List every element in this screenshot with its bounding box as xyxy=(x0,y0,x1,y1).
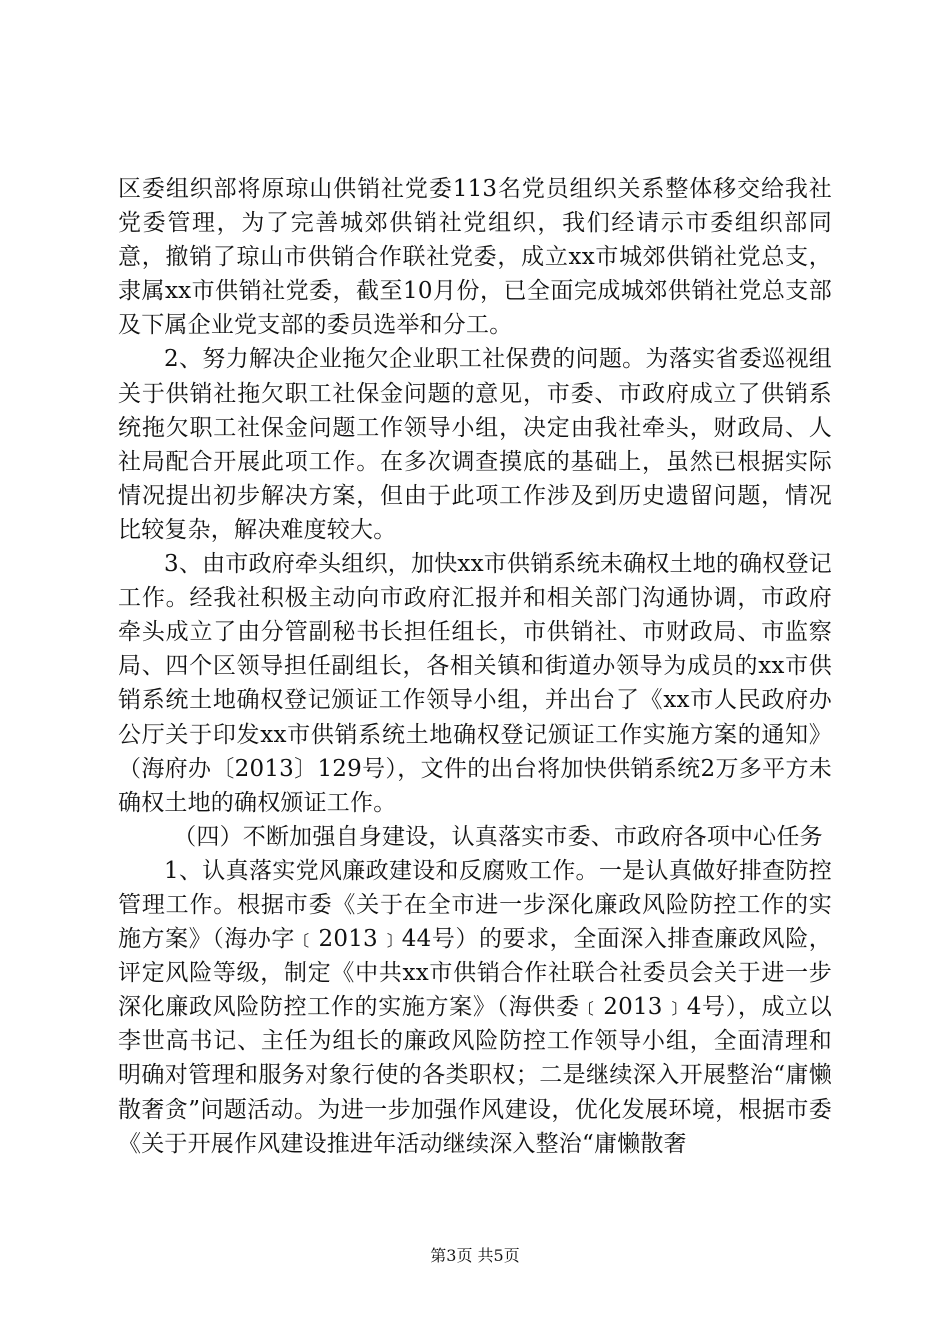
paragraph-anti-corruption: 1、认真落实党风廉政建设和反腐败工作。一是认真做好排查防控管理工作。根据市委《关于在全市进一步深化廉政风险防控工作的实施方案》（海办字﹝2013﹞44号）的要求，全面深入排查廉政风险，评定风险等级，制定《中共xx市供销合作社联合社委员会关于进一步深化廉政风险防控工作的实施方案》（海供委﹝2013﹞4号），成立以李世高书记、主任为组长的廉政风险防控工作领导小组，全面清理和明确对管理和服务对象行使的各类职权；二是继续深入开展整治“庸懒散奢贪”问题活动。为进一步加强作风建设，优化发展环境，根据市委《关于开展作风建设推进年活动继续深入整治“庸懒散奢 xyxy=(118,857,832,1157)
page-number-footer: 第3页 共5页 xyxy=(430,1246,520,1265)
paragraph-party-organization: 区委组织部将原琼山供销社党委113名党员组织关系整体移交给我社党委管理，为了完善城郊供销社党组织，我们经请示市委组织部同意，撤销了琼山市供销合作联社党委，成立xx市城郊供销社党总支，隶属xx市供销社党委，截至10月份，已全面完成城郊供销社党总支部及下属企业党支部的委员选举和分工。 xyxy=(118,176,832,339)
section-heading-self-building: （四）不断加强自身建设，认真落实市委、市政府各项中心任务 xyxy=(173,823,823,850)
document-body xyxy=(118,172,832,1161)
paragraph-land-registration: 3、由市政府牵头组织，加快xx市供销系统未确权土地的确权登记工作。经我社积极主动向市政府汇报并和相关部门沟通协调，市政府牵头成立了由分管副秘书长担任组长，市供销社、市财政局、市监察局、四个区领导担任副组长，各相关镇和街道办领导为成员的xx市供销系统土地确权登记颁证工作领导小组，并出台了《xx市人民政府办公厅关于印发xx市供销系统土地确权登记颁证工作实施方案的通知》（海府办〔2013〕129号），文件的出台将加快供销系统2万多平方未确权土地的确权颁证工作。 xyxy=(118,551,832,816)
paragraph-social-security: 2、努力解决企业拖欠企业职工社保费的问题。为落实省委巡视组关于供销社拖欠职工社保金问题的意见，市委、市政府成立了供销系统拖欠职工社保金问题工作领导小组，决定由我社牵头，财政局、人社局配合开展此项工作。在多次调查摸底的基础上，虽然已根据实际情况提出初步解决方案，但由于此项工作涉及到历史遗留问题，情况比较复杂，解决难度较大。 xyxy=(118,346,832,543)
